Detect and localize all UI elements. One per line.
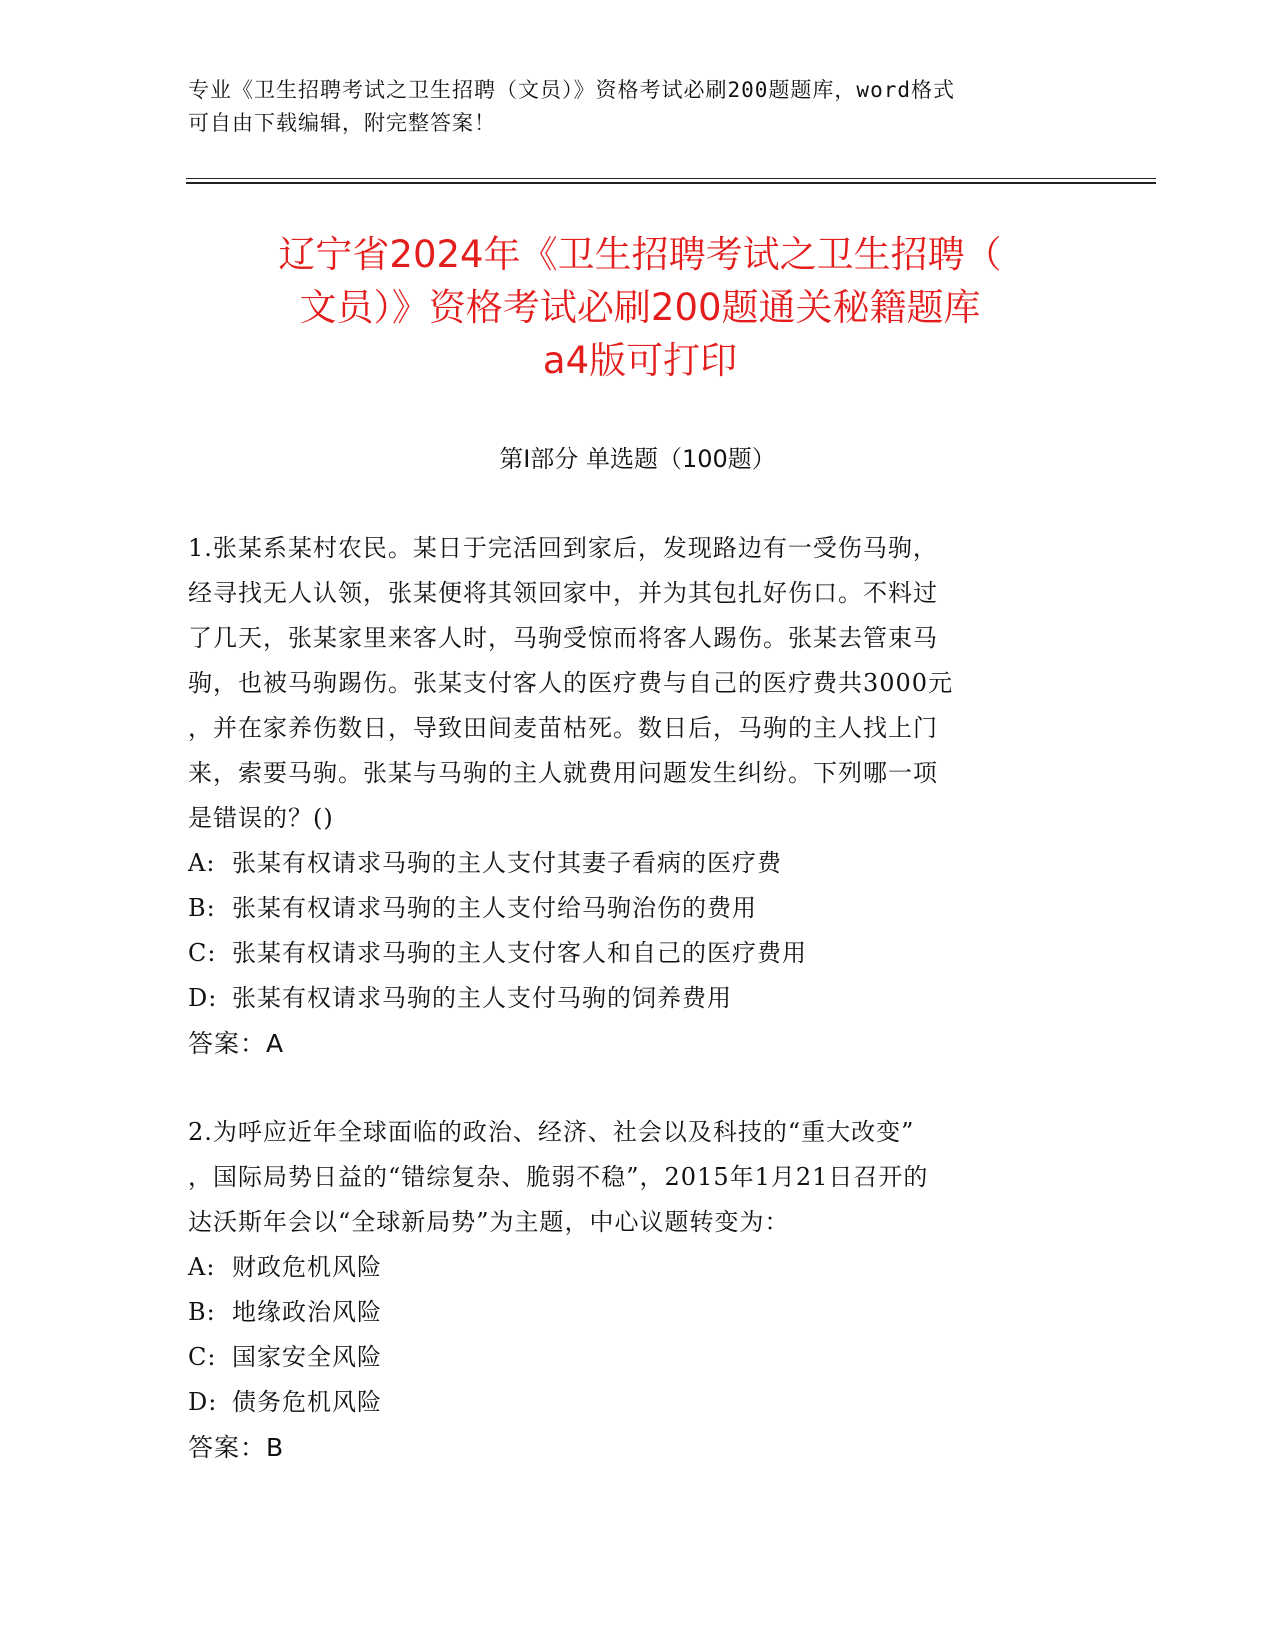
option-b [188,1290,1078,1335]
option-letter: C: [188,1343,217,1371]
option-text: 财政危机风险 [232,1253,382,1281]
answer-line: 答案：A [188,1029,285,1058]
title-line-2: 文员）》资格考试必刷200题通关秘籍题库 [299,286,981,329]
option-text: 张某有权请求马驹的主人支付其妻子看病的医疗费 [232,849,782,877]
question-stem-line: 2.为呼应近年全球面临的政治、经济、社会以及科技的“重大改变” [188,1118,915,1146]
option-text: 张某有权请求马驹的主人支付给马驹治伤的费用 [232,894,757,922]
question-stem-line: 来，索要马驹。张某与马驹的主人就费用问题发生纠纷。下列哪一项 [188,759,938,787]
option-d [188,976,1078,1021]
option-letter: A: [188,849,216,877]
header-line-1: 专业《卫生招聘考试之卫生招聘（文员）》资格考试必刷200题题库，word格式 [188,78,955,102]
option-text: 国家安全风险 [232,1343,382,1371]
title-line-3: a4版可打印 [542,339,738,382]
option-a [188,841,1078,886]
answer-line: 答案：B [188,1433,285,1462]
question-stem-line: 驹，也被马驹踢伤。张某支付客人的医疗费与自己的医疗费共3000元 [188,669,954,697]
question-stem-line: 经寻找无人认领，张某便将其领回家中，并为其包扎好伤口。不料过 [188,579,938,607]
question-stem-line: 1.张某系某村农民。某日于完活回到家后，发现路边有一受伤马驹， [188,534,938,562]
option-a [188,1245,1078,1290]
option-text: 地缘政治风险 [232,1298,382,1326]
option-b [188,886,1078,931]
question-stem-line: ，并在家养伤数日，导致田间麦苗枯死。数日后，马驹的主人找上门 [188,714,938,742]
question-stem-line: 达沃斯年会以“全球新局势”为主题，中心议题转变为： [188,1208,790,1236]
question-2 [188,1110,1078,1470]
option-text: 张某有权请求马驹的主人支付客人和自己的医疗费用 [232,939,807,967]
option-letter: C: [188,939,217,967]
question-stem-line: ，国际局势日益的“错综复杂、脆弱不稳”，2015年1月21日召开的 [188,1163,929,1191]
option-letter: D: [188,984,218,1012]
question-stem-line: 是错误的？() [188,804,334,832]
document-header-note [188,74,1088,140]
option-letter: B: [188,894,216,922]
option-letter: B: [188,1298,216,1326]
section-title: 第Ⅰ部分 单选题（100题） [499,445,776,473]
option-text: 张某有权请求马驹的主人支付马驹的饲养费用 [232,984,732,1012]
header-divider-thick [186,182,1156,184]
document-title [170,228,1110,387]
option-d [188,1380,1078,1425]
option-c [188,1335,1078,1380]
option-letter: D: [188,1388,218,1416]
option-letter: A: [188,1253,216,1281]
option-text: 债务危机风险 [232,1388,382,1416]
header-divider-thin [186,178,1156,179]
question-stem-line: 了几天，张某家里来客人时，马驹受惊而将客人踢伤。张某去管束马 [188,624,938,652]
title-line-1: 辽宁省2024年《卫生招聘考试之卫生招聘（ [278,233,1002,276]
header-line-2: 可自由下载编辑，附完整答案！ [188,111,496,135]
option-c [188,931,1078,976]
question-1 [188,526,1078,1066]
